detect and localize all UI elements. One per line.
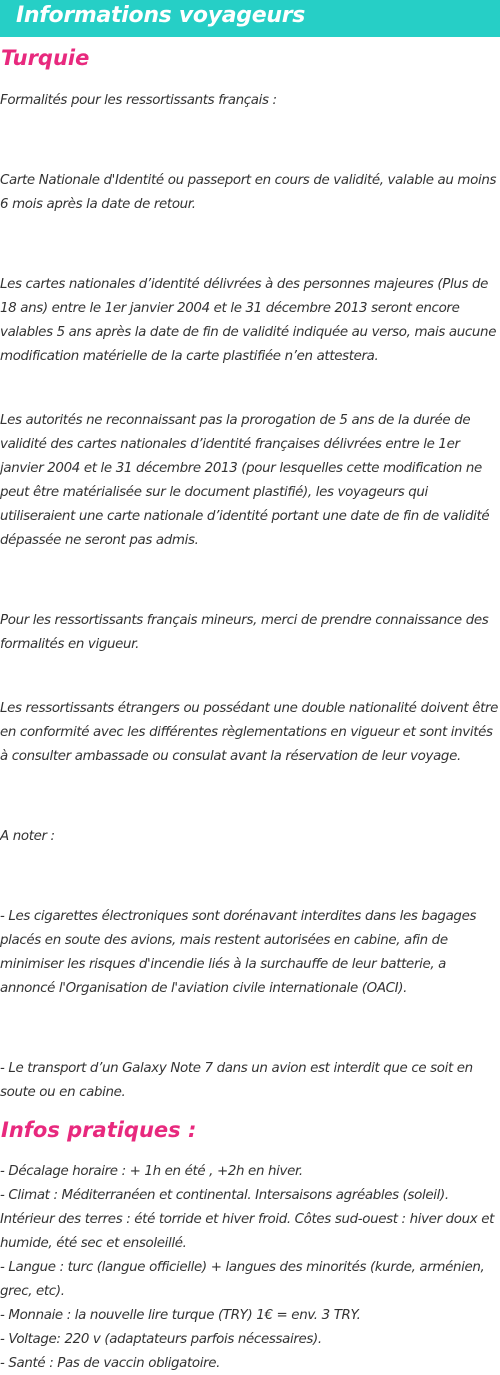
authorities-note: Les autorités ne reconnaissant pas la prorogation de 5 ans de la durée de validité des cartes nationales d’identité françaises délivrées entre le 1er janvier 2004 et le 31 décembre 2013 (pour lesquelles cette modification ne peut être matérialisée sur le document plastifié), les voyageurs qui utiliseraient une carte nationale d’identité portant une date de fin de validité dépassée ne seront pas admis. [0,413,490,548]
foreigners-note: Les ressortissants étrangers ou possédant une double nationalité doivent être en conformité avec les différentes règlementations en vigueur et sont invités à consulter ambassade ou consulat avant la réservation de leur voyage. [0,701,499,764]
id-card-requirement: Carte Nationale d'Identité ou passeport en cours de validité, valable au moins 6 mois après la date de retour. [0,173,497,212]
id-card-extension-note: Les cartes nationales d’identité délivrées à des personnes majeures (Plus de 18 ans) entre le 1er janvier 2004 et le 31 décembre 2013 seront encore valables 5 ans après la date de fin de validité indiquée au verso, mais aucune modification matérielle de la carte plastifiée n’en attestera. [0,277,497,364]
list-item-language: - Langue : turc (langue officielle) + langues des minorités (kurde, arménien, grec, etc). [0,1260,485,1299]
minors-note: Pour les ressortissants français mineurs, merci de prendre connaissance des formalités en vigueur. [0,613,489,652]
note-label: A noter : [0,829,55,844]
list-item-time-offset: - Décalage horaire : + 1h en été , +2h en hiver. [0,1164,303,1179]
list-item-voltage: - Voltage: 220 v (adaptateurs parfois nécessaires). [0,1332,322,1347]
header-bar [0,0,500,37]
page-title: Informations voyageurs [16,3,306,28]
ecigarette-note: - Les cigarettes électroniques sont dorénavant interdites dans les bagages placés en soute des avions, mais restent autorisées en cabine, afin de minimiser les risques d'incendie liés à la surchauffe de leur batterie, a annoncé l'Organisation de l'aviation civile internationale (OACI). [0,909,477,996]
list-item-currency: - Monnaie : la nouvelle lire turque (TRY) 1€ = env. 3 TRY. [0,1308,361,1323]
country-title: Turquie [1,46,90,70]
list-item-climate: - Climat : Méditerranéen et continental. Intersaisons agréables (soleil). Intérieur des terres : été torride et hiver froid. Côtes sud-ouest : hiver doux et humide, été sec et ensoleillé. [0,1188,495,1251]
practical-info-title: Infos pratiques : [1,1118,197,1142]
formalities-intro: Formalités pour les ressortissants français : [0,93,277,108]
practical-info-list [0,1160,500,1375]
list-item-health: - Santé : Pas de vaccin obligatoire. [0,1356,221,1371]
galaxy-note-warning: - Le transport d’un Galaxy Note 7 dans un avion est interdit que ce soit en soute ou en cabine. [0,1061,473,1100]
